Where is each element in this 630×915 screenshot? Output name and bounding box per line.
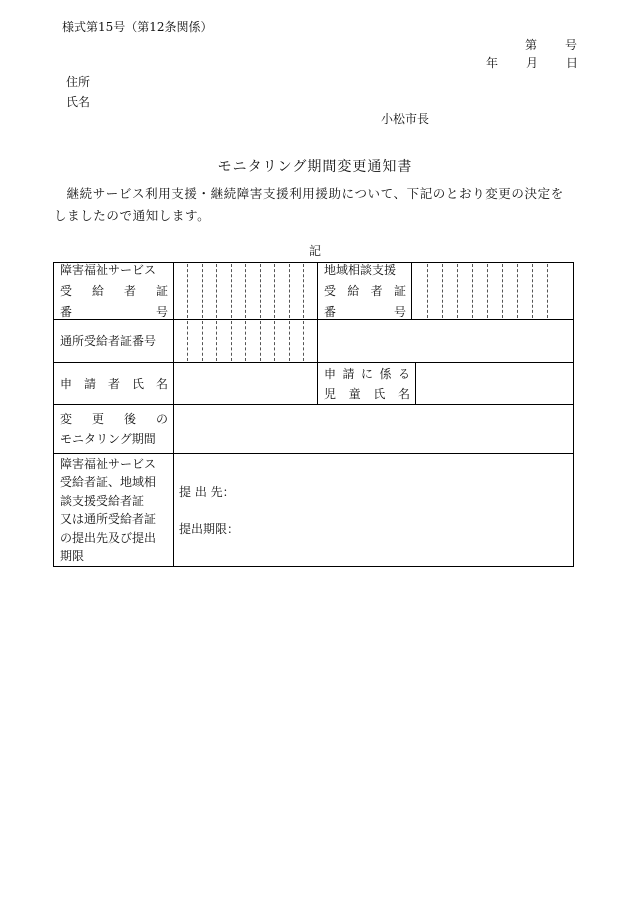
digit-separator — [457, 264, 458, 318]
digit-separator — [303, 264, 304, 318]
digit-separator — [260, 264, 261, 318]
digit-separator — [202, 321, 203, 361]
digit-separator — [442, 264, 443, 318]
table-rule — [415, 362, 416, 405]
consult-cert-number-label — [324, 263, 406, 319]
consult-cert-line2: 受 給 者 証 — [324, 283, 406, 298]
digit-separator — [289, 321, 290, 361]
doc-number-suffix: 号 — [564, 38, 577, 52]
consult-cert-line1: 地域相談支援 — [324, 262, 397, 277]
digit-separator — [427, 264, 428, 318]
digit-separator — [231, 264, 232, 318]
document-number — [525, 36, 577, 53]
digit-separator — [487, 264, 488, 318]
table-border-right — [573, 262, 574, 567]
issuer: 小松市長 — [381, 112, 430, 126]
submission-label: 障害福祉サービス 受給者証、地域相 談支援受給者証 又は通所受給者証 の提出先及び提出 期限 — [60, 456, 157, 563]
digit-separator — [216, 264, 217, 318]
new-period-line2: モニタリング期間 — [60, 432, 156, 446]
digit-separator — [502, 264, 503, 318]
child-name-line1: 申 請 に 係 る — [324, 366, 410, 381]
digit-separator — [187, 264, 188, 318]
disability-cert-number-label — [60, 263, 168, 319]
digit-separator — [517, 264, 518, 318]
digit-separator — [274, 264, 275, 318]
body-text: 継続サービス利用支援・継続障害支援利用援助について、下記のとおり変更の決定をしましたので通知します。 — [54, 186, 564, 223]
address-label: 住所 — [66, 75, 91, 89]
digit-separator — [202, 264, 203, 318]
daycare-cert-number-label: 通所受給者証番号 — [60, 334, 157, 348]
child-name-line2: 児 童 氏 名 — [324, 386, 410, 401]
submission-deadline-label: 提出期限： — [179, 522, 240, 536]
digit-separator — [547, 264, 548, 318]
table-border-left — [53, 262, 54, 567]
issue-date — [486, 54, 578, 71]
digit-separator — [187, 321, 188, 361]
digit-separator — [245, 321, 246, 361]
digit-separator — [472, 264, 473, 318]
digit-separator — [231, 321, 232, 361]
child-name-label — [324, 363, 410, 404]
digit-separator — [303, 321, 304, 361]
table-rule — [411, 262, 412, 320]
date-month: 月 — [525, 56, 538, 70]
digit-separator — [245, 264, 246, 318]
date-year: 年 — [486, 56, 499, 70]
new-monitoring-period-label — [60, 405, 168, 453]
digit-separator — [289, 264, 290, 318]
consult-cert-line3: 番 号 — [324, 304, 406, 319]
table-rule — [173, 262, 174, 567]
form-number: 様式第15号（第12条関係） — [62, 20, 213, 34]
disability-cert-line3: 番 号 — [60, 304, 168, 319]
new-period-line1: 変 更 後 の — [60, 412, 168, 426]
digit-separator — [260, 321, 261, 361]
date-day: 日 — [565, 56, 578, 70]
disability-cert-line1: 障害福祉サービス — [60, 262, 157, 277]
ki-heading: 記 — [308, 244, 321, 258]
table-rule — [317, 262, 318, 405]
digit-separator — [216, 321, 217, 361]
digit-separator — [532, 264, 533, 318]
digit-separator — [274, 321, 275, 361]
submission-destination-label: 提 出 先： — [179, 485, 235, 499]
applicant-name-label: 申 請 者 氏 名 — [60, 376, 168, 391]
doc-number-prefix: 第 — [525, 38, 538, 52]
document-title: モニタリング期間変更通知書 — [217, 159, 413, 175]
disability-cert-line2: 受 給 者 証 — [60, 283, 168, 298]
name-label: 氏名 — [66, 95, 91, 109]
table-border-bottom — [53, 566, 574, 567]
